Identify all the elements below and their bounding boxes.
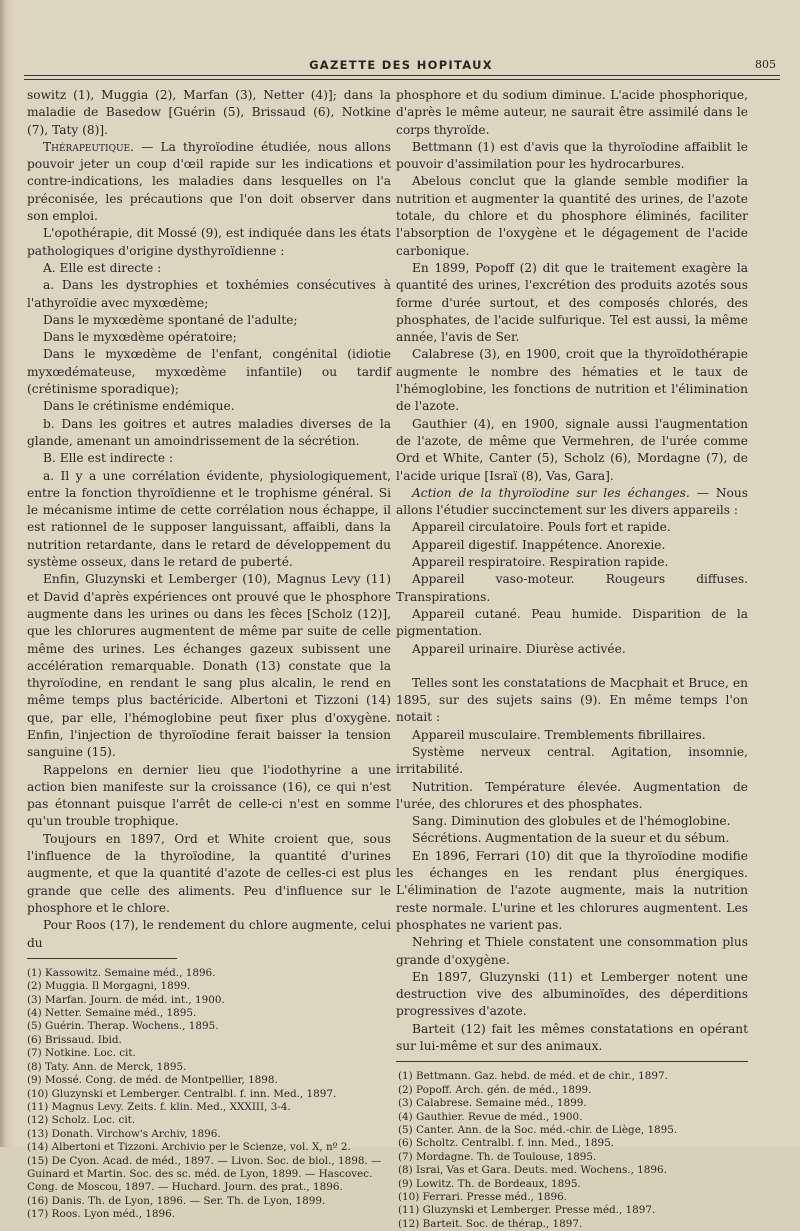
footnote-rule [27,958,177,959]
footnote: (5) Guérin. Therap. Wochens., 1895. [27,1020,219,1033]
footnote: (17) Roos. Lyon méd., 1896. [27,1208,176,1221]
list-item: Nutrition. Température élevée. Augmentation de l'urée, des chlorures et des phosphates. [396,779,748,811]
footnote: (14) Albertoni et Tizzoni. Archivio per le Scienze, vol. X, nº 2. [27,1141,351,1154]
right-column [396,87,748,1231]
footnote: (13) Donath. Virchow's Archiv, 1896. [27,1127,221,1140]
journal-title: GAZETTE DES HOPITAUX [309,58,493,72]
list-item: Appareil urinaire. Diurèse activée. [412,641,626,656]
paragraph: B. Elle est indirecte : [43,451,174,466]
list-item: Appareil cutané. Peau humide. Disparition de la pigmentation. [396,606,748,639]
list-item: Appareil circulatoire. Pouls fort et rapide. [412,520,671,535]
list-item: Appareil respiratoire. Respiration rapide. [412,555,669,570]
paragraph: Dans le myxœdème opératoire; [43,330,237,345]
paragraph: a. Il y a une corrélation évidente, physiologiquement, entre la fonction thyroïdienne et le trophisme général. Si le mécanisme intime de cette corrélation nous échappe, il est rationnel de le supposer languissant, affaibli, dans la nutrition retardante, dans le retard de développement du système osseux, dans le retard de puberté. [27,468,391,570]
list-item: Appareil vaso-moteur. Rougeurs diffuses. Transpirations. [396,572,748,604]
paragraph: Calabrese (3), en 1900, croit que la thyroïdothérapie augmente le nombre des hématies et le taux de l'hémoglobine, les fonctions de nutrition et l'élimination de l'azote. [396,347,748,414]
paragraph: Telles sont les constatations de Macphait et Bruce, en 1895, sur des sujets sains (9). En même temps l'on notait : [396,675,748,725]
list-item: Système nerveux central. Agitation, insomnie, irritabilité. [396,744,748,777]
footnote: (4) Netter. Semaine méd., 1895. [27,1007,197,1020]
left-column [27,87,391,1222]
paragraph: Action de la thyroïodine sur les échanges. — Nous allons l'étudier succinctement sur les divers appareils : [396,485,748,518]
paragraph: L'opothérapie, dit Mossé (9), est indiquée dans les états pathologiques d'origine dysthyroïdienne : [27,226,391,258]
footnote-rule [396,1061,748,1062]
footnote: (4) Gauthier. Revue de méd., 1900. [398,1110,583,1123]
paragraph: En 1899, Popoff (2) dit que le traitement exagère la quantité des urines, l'excrétion des produits azotés sous forme d'urée surtout, et des composés chlorés, des phosphates, de l'acide sulfurique. Tel est aussi, la même année, l'avis de Ser. [396,260,748,345]
paragraph: Thérapeutique. — La thyroïodine étudiée, nous allons pouvoir jeter un coup d'œil rapide sur les indications et contre-indications, les maladies dans lesquelles on l'a préconisée, les précautions que l'on doit observer dans son emploi. [27,139,391,224]
paragraph: Barteit (12) fait les mêmes constatations en opérant sur lui-même et sur des animaux. [396,1021,748,1054]
paragraph: Nehring et Thiele constatent une consommation plus grande d'oxygène. [396,935,748,967]
footnote: (2) Popoff. Arch. gén. de méd., 1899. [398,1083,592,1096]
paragraph: A. Elle est directe : [43,260,162,275]
paragraph: Dans le myxœdème de l'enfant, congénital (idiotie myxœdémateuse, myxœdème infantile) ou tardif (crétinisme sporadique); [27,347,391,397]
paragraph: Toujours en 1897, Ord et White croient que, sous l'influence de la thyroïodine, la quantité d'urines augmente, et que la quantité d'azote de celles-ci est plus grande que celle des aliments. Peu d'influence sur le phosphore et le chlore. [27,831,391,915]
page-number: 805 [755,58,776,71]
paragraph: Dans le crétinisme endémique. [43,399,235,414]
list-item: Appareil digestif. Inappétence. Anorexie. [412,537,666,552]
header-rule-top [24,75,780,76]
footnote: (11) Gluzynski et Lemberger. Presse méd., 1897. [398,1204,656,1217]
paragraph: Pour Roos (17), le rendement du chlore augmente, celui du [27,918,391,950]
footnote: (9) Lowitz. Th. de Bordeaux, 1895. [398,1177,581,1190]
footnote: (6) Scholtz. Centralbl. f. inn. Med., 1895. [398,1137,615,1150]
footnote: (8) Taty. Ann. de Merck, 1895. [27,1060,187,1073]
section-heading: Thérapeutique. [43,139,134,154]
paragraph: Bettmann (1) est d'avis que la thyroïodine affaiblit le pouvoir d'assimilation pour les hydrocarbures. [396,139,748,172]
paragraph: a. Dans les dystrophies et toxhémies consécutives à l'athyroïdie avec myxœdème; [27,278,391,310]
paragraph: Enfin, Gluzynski et Lemberger (10), Magnus Levy (11) et David d'après expériences ont prouvé que le phosphore augmente dans les urines ou dans les fèces [Scholz (12)], que les chlorures augmentent de même par suite de celle même des urines. Les échanges gazeux subissent une accélération remarquable. Donath (13) constate que la thyroïodine, en rendant le sang plus alcalin, le rend en même temps plus bactéricide. Albertoni et Tizzoni (14) que, par elle, l'hémoglobine peut fixer plus d'oxygène. Enfin, l'injection de thyroïodine ferait baisser la tension sanguine (15). [27,572,391,760]
list-item: Sang. Diminution des globules et de l'hémoglobine. [412,814,731,829]
footnote: (12) Scholz. Loc. cit. [27,1114,136,1127]
footnote: (11) Magnus Levy. Zeits. f. klin. Med., XXXIII, 3-4. [27,1100,291,1113]
page-header [20,56,782,76]
footnote: (8) Israi, Vas et Gara. Deuts. med. Wochens., 1896. [398,1164,667,1177]
paragraph: sowitz (1), Muggia (2), Marfan (3), Netter (4)]; dans la maladie de Basedow [Guérin (5), Brissaud (6), Notkine (7), Taty (8)]. [27,88,391,137]
footnote: (9) Mossé. Cong. de méd. de Montpellier, 1898. [27,1074,278,1087]
footnote: (16) Danis. Th. de Lyon, 1896. — Ser. Th. de Lyon, 1899. [27,1194,326,1207]
footnote: (12) Barteit. Soc. de thérap., 1897. [398,1217,583,1230]
header-rule-bottom [24,79,780,80]
section-heading: Action de la thyroïodine sur les échanges. [412,485,690,500]
footnote: (6) Brissaud. Ibid. [27,1033,122,1046]
paragraph: En 1896, Ferrari (10) dit que la thyroïodine modifie les échanges en les rendant plus énergiques. L'élimination de l'azote augmente, mais la nutrition reste normale. L'urine et les chlorures augmentent. Les phosphates ne varient pas. [396,848,748,932]
paragraph: En 1897, Gluzynski (11) et Lemberger notent une destruction vive des albuminoïdes, des déperditions progressives d'azote. [396,969,748,1019]
paragraph: Dans le myxœdème spontané de l'adulte; [43,312,298,327]
footnote: (3) Calabrese. Semaine méd., 1899. [398,1097,587,1110]
footnote: (10) Ferrari. Presse méd., 1896. [398,1190,567,1203]
list-item: Appareil musculaire. Tremblements fibrillaires. [412,727,706,742]
paragraph: phosphore et du sodium diminue. L'acide phosphorique, d'après le même auteur, ne saurait être assimilé dans le corps thyroïde. [396,88,748,137]
footnote: (5) Canter. Ann. de la Soc. méd.-chir. de Liège, 1895. [398,1123,678,1136]
paragraph: Gauthier (4), en 1900, signale aussi l'augmentation de l'azote, de même que Vermehren, de l'urée comme Ord et White, Canter (5), Scholz (6), Mordagne (7), de l'acide urique [Israï (8), Vas, Gara]. [396,416,748,483]
paragraph: b. Dans les goitres et autres maladies diverses de la glande, amenant un amoindrissement de la sécrétion. [27,416,391,448]
footnote: (3) Marfan. Journ. de méd. int., 1900. [27,993,225,1006]
footnote: (1) Kassowitz. Semaine méd., 1896. [27,966,216,979]
paragraph: Rappelons en dernier lieu que l'iodothyrine a une action bien manifeste sur la croissance (16), ce qui n'est pas étonnant puisque l'arrêt de celle-ci n'est en somme qu'un trouble trophique. [27,762,391,829]
footnote: (10) Gluzynski et Lemberger. Centralbl. f. inn. Med., 1897. [27,1087,337,1100]
paragraph: Abelous conclut que la glande semble modifier la nutrition et augmenter la quantité des urines, de l'azote totale, du chlore et du phosphore éliminés, faciliter l'absorption de l'oxygène et le dégagement de l'acide carbonique. [396,174,748,258]
list-item: Sécrétions. Augmentation de la sueur et du sébum. [412,831,730,846]
footnote: (7) Notkine. Loc. cit. [27,1047,136,1060]
footnote: (2) Muggia. Il Morgagni, 1899. [27,980,191,993]
footnote: (1) Bettmann. Gaz. hebd. de méd. et de chir., 1897. [398,1070,668,1083]
footnote: (7) Mordagne. Th. de Toulouse, 1895. [398,1150,597,1163]
spacer [396,658,748,675]
footnote: (15) De Cyon. Acad. de méd., 1897. — Livon. Soc. de biol., 1898. — Guinard et Martin. Soc. des sc. méd. de Lyon, 1899. — Hascovec. Cong. de Moscou, 1897. — Huchard. Journ. des prat., 1896. [27,1154,382,1194]
